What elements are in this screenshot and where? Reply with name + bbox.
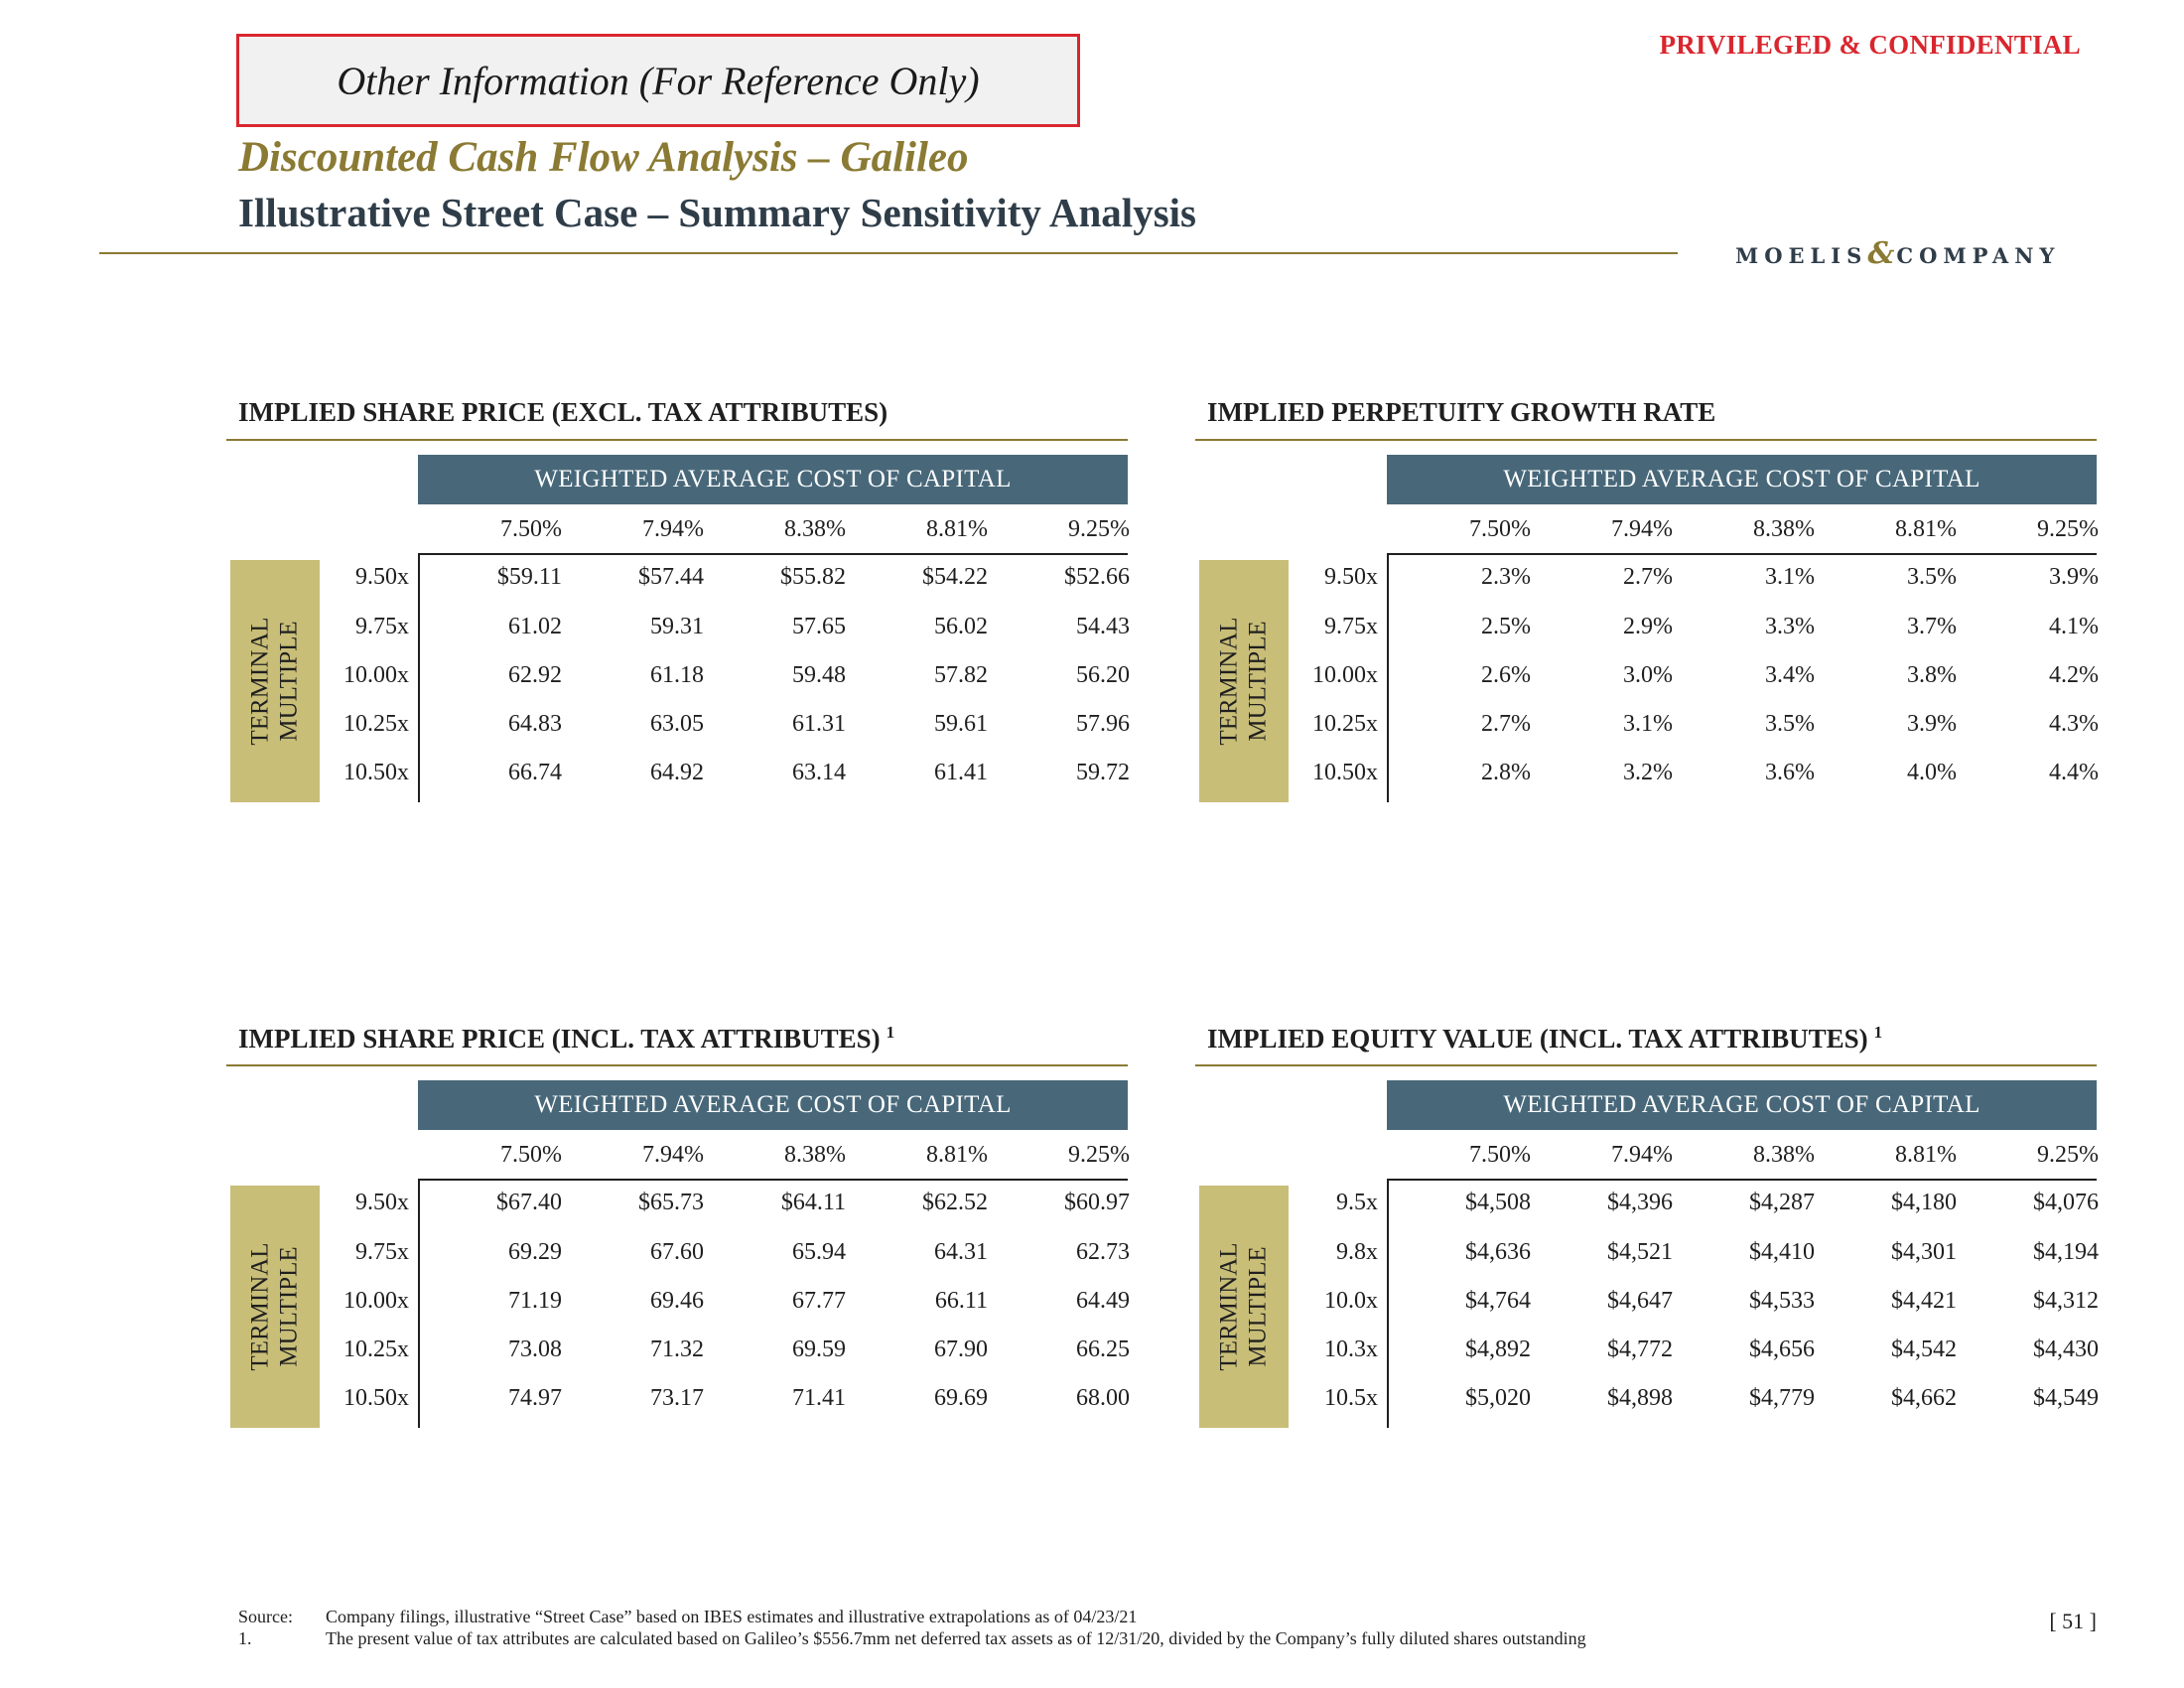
wacc-column-header: 8.81% <box>1895 1142 1957 1168</box>
wacc-column-header: 8.38% <box>784 1142 846 1168</box>
sensitivity-panel-equity-value-incl <box>1195 1023 2097 1440</box>
table-cell: $4,636 <box>1465 1239 1531 1265</box>
table-cell: 3.0% <box>1623 662 1673 688</box>
table-cell: $67.40 <box>496 1190 562 1215</box>
table-cell: 2.3% <box>1481 564 1531 590</box>
terminal-multiple-row-header: 10.0x <box>1324 1288 1378 1314</box>
table-cell: 59.61 <box>934 711 988 737</box>
terminal-multiple-row-header: 10.3x <box>1324 1336 1378 1362</box>
table-cell: 3.7% <box>1907 614 1957 639</box>
multiple-label-line: MULTIPLE <box>1245 621 1272 742</box>
panel-title <box>238 397 887 428</box>
table-cell: $59.11 <box>496 564 562 590</box>
terminal-multiple-row-header: 10.00x <box>1312 662 1378 688</box>
panel-title-divider <box>226 1064 1128 1066</box>
table-cell: 59.72 <box>1076 760 1130 785</box>
table-cell: 62.73 <box>1076 1239 1130 1265</box>
terminal-label-line: TERMINAL <box>247 617 274 746</box>
table-cell: 68.00 <box>1076 1385 1130 1411</box>
table-cell: 3.3% <box>1765 614 1815 639</box>
terminal-multiple-row-header: 9.50x <box>1324 564 1378 590</box>
table-cell: $54.22 <box>922 564 988 590</box>
wacc-column-header: 7.94% <box>642 516 704 542</box>
table-cell: 63.05 <box>650 711 704 737</box>
table-cell: $4,549 <box>2033 1385 2099 1411</box>
wacc-column-header: 7.94% <box>1611 516 1673 542</box>
table-cell: 73.17 <box>650 1385 704 1411</box>
column-header-divider <box>418 1179 1128 1181</box>
wacc-header-bar <box>418 455 1128 504</box>
wacc-column-header: 7.94% <box>1611 1142 1673 1168</box>
wacc-column-header: 8.38% <box>784 516 846 542</box>
table-cell: 3.9% <box>1907 711 1957 737</box>
terminal-multiple-row-header: 9.5x <box>1336 1190 1378 1215</box>
table-cell: 4.0% <box>1907 760 1957 785</box>
multiple-label-line: MULTIPLE <box>276 621 303 742</box>
table-cell: 4.4% <box>2049 760 2099 785</box>
confidential-label: PRIVILEGED & CONFIDENTIAL <box>1659 30 2081 60</box>
table-cell: 61.02 <box>508 614 562 639</box>
table-cell: 3.9% <box>2049 564 2099 590</box>
panel-title <box>238 1023 894 1055</box>
footnote-marker: 1 <box>886 1023 895 1042</box>
logo-right-word: COMPANY <box>1896 243 2061 268</box>
terminal-label-line: TERMINAL <box>1216 1242 1243 1371</box>
footnote-label: 1. <box>238 1628 252 1648</box>
table-cell: $57.44 <box>638 564 704 590</box>
table-cell: 3.1% <box>1623 711 1673 737</box>
table-cell: 3.4% <box>1765 662 1815 688</box>
logo-ampersand: & <box>1867 236 1897 271</box>
terminal-multiple-label <box>1215 617 1273 745</box>
table-cell: 59.31 <box>650 614 704 639</box>
table-cell: 61.18 <box>650 662 704 688</box>
terminal-multiple-row-header: 9.50x <box>355 564 409 590</box>
table-cell: 56.02 <box>934 614 988 639</box>
wacc-header-label: WEIGHTED AVERAGE COST OF CAPITAL <box>534 466 1012 492</box>
terminal-multiple-row-header: 10.50x <box>343 760 409 785</box>
table-cell: $4,892 <box>1465 1336 1531 1362</box>
terminal-multiple-row-header: 10.00x <box>343 662 409 688</box>
wacc-column-header: 8.81% <box>926 516 988 542</box>
table-cell: $4,430 <box>2033 1336 2099 1362</box>
table-cell: $4,656 <box>1749 1336 1815 1362</box>
table-cell: $4,410 <box>1749 1239 1815 1265</box>
table-cell: 65.94 <box>792 1239 846 1265</box>
sensitivity-panel-perpetuity-growth <box>1195 397 2097 814</box>
page-title: Discounted Cash Flow Analysis – Galileo <box>238 134 969 181</box>
source-label: Source: <box>238 1607 293 1626</box>
table-cell: 71.41 <box>792 1385 846 1411</box>
reference-label: Other Information (For Reference Only) <box>337 58 980 103</box>
column-header-divider <box>418 553 1128 555</box>
table-cell: 3.5% <box>1907 564 1957 590</box>
wacc-column-header: 9.25% <box>2037 1142 2099 1168</box>
panel-title-text: IMPLIED SHARE PRICE (EXCL. TAX ATTRIBUTES) <box>238 397 888 427</box>
wacc-column-header: 7.50% <box>1469 1142 1531 1168</box>
terminal-multiple-row-header: 10.25x <box>1312 711 1378 737</box>
table-cell: $4,779 <box>1749 1385 1815 1411</box>
table-cell: 66.25 <box>1076 1336 1130 1362</box>
table-cell: 74.97 <box>508 1385 562 1411</box>
table-cell: 62.92 <box>508 662 562 688</box>
logo-left-word: MOELIS <box>1735 243 1868 268</box>
table-cell: 69.69 <box>934 1385 988 1411</box>
terminal-multiple-label <box>1215 1242 1273 1370</box>
table-cell: $4,301 <box>1891 1239 1957 1265</box>
multiple-label-line: MULTIPLE <box>1245 1246 1272 1367</box>
table-cell: 3.6% <box>1765 760 1815 785</box>
terminal-multiple-label-box <box>230 1186 320 1428</box>
column-header-divider <box>1387 1179 2097 1181</box>
table-cell: $55.82 <box>780 564 846 590</box>
table-cell: 56.20 <box>1076 662 1130 688</box>
wacc-column-header: 7.50% <box>500 516 562 542</box>
table-cell: 2.8% <box>1481 760 1531 785</box>
wacc-header-bar <box>418 1080 1128 1130</box>
table-cell: $4,898 <box>1607 1385 1673 1411</box>
table-cell: 59.48 <box>792 662 846 688</box>
table-cell: 64.83 <box>508 711 562 737</box>
table-cell: 69.29 <box>508 1239 562 1265</box>
wacc-column-header: 8.81% <box>926 1142 988 1168</box>
reference-label-box <box>236 34 1080 127</box>
table-cell: 69.46 <box>650 1288 704 1314</box>
terminal-multiple-row-header: 9.8x <box>1336 1239 1378 1265</box>
panel-title-text: IMPLIED EQUITY VALUE (INCL. TAX ATTRIBUTES) <box>1207 1024 1868 1054</box>
wacc-column-header: 8.38% <box>1753 1142 1815 1168</box>
panel-title-divider <box>1195 1064 2097 1066</box>
footnote-text: The present value of tax attributes are calculated based on Galileo’s $556.7mm net deferred tax assets as of 12/31/20, divided by the Company’s fully diluted shares outstanding <box>326 1628 1586 1648</box>
wacc-header-label: WEIGHTED AVERAGE COST OF CAPITAL <box>1503 1091 1980 1118</box>
table-cell: $4,287 <box>1749 1190 1815 1215</box>
table-cell: 64.92 <box>650 760 704 785</box>
terminal-multiple-label-box <box>1199 560 1289 802</box>
table-cell: $4,662 <box>1891 1385 1957 1411</box>
panel-title-divider <box>1195 439 2097 441</box>
table-cell: $4,647 <box>1607 1288 1673 1314</box>
wacc-column-header: 7.50% <box>1469 516 1531 542</box>
table-cell: 71.19 <box>508 1288 562 1314</box>
table-cell: 2.5% <box>1481 614 1531 639</box>
terminal-label-line: TERMINAL <box>1216 617 1243 746</box>
table-cell: $4,194 <box>2033 1239 2099 1265</box>
table-cell: 2.7% <box>1481 711 1531 737</box>
wacc-header-bar <box>1387 1080 2097 1130</box>
table-cell: 66.11 <box>934 1288 988 1314</box>
table-cell: $4,521 <box>1607 1239 1673 1265</box>
terminal-multiple-row-header: 9.75x <box>355 1239 409 1265</box>
table-cell: 2.7% <box>1623 564 1673 590</box>
wacc-column-header: 7.50% <box>500 1142 562 1168</box>
table-cell: $4,312 <box>2033 1288 2099 1314</box>
table-cell: 64.49 <box>1076 1288 1130 1314</box>
table-cell: $4,076 <box>2033 1190 2099 1215</box>
panel-title-text: IMPLIED PERPETUITY GROWTH RATE <box>1207 397 1716 427</box>
terminal-label-line: TERMINAL <box>247 1242 274 1371</box>
table-cell: 57.96 <box>1076 711 1130 737</box>
table-cell: $60.97 <box>1064 1190 1130 1215</box>
table-cell: $4,180 <box>1891 1190 1957 1215</box>
terminal-multiple-row-header: 10.00x <box>343 1288 409 1314</box>
table-cell: $4,542 <box>1891 1336 1957 1362</box>
panel-title-text: IMPLIED SHARE PRICE (INCL. TAX ATTRIBUTES) <box>238 1024 881 1054</box>
source-text: Company filings, illustrative “Street Case” based on IBES estimates and illustrative extrapolations as of 04/23/21 <box>326 1607 1138 1626</box>
panel-title <box>1207 397 1715 428</box>
wacc-column-header: 8.38% <box>1753 516 1815 542</box>
terminal-multiple-label-box <box>1199 1186 1289 1428</box>
table-cell: 67.90 <box>934 1336 988 1362</box>
page-subtitle: Illustrative Street Case – Summary Sensitivity Analysis <box>238 190 1197 235</box>
table-cell: 73.08 <box>508 1336 562 1362</box>
terminal-multiple-label <box>246 617 304 745</box>
table-cell: 3.8% <box>1907 662 1957 688</box>
wacc-header-label: WEIGHTED AVERAGE COST OF CAPITAL <box>1503 466 1980 492</box>
wacc-column-header: 8.81% <box>1895 516 1957 542</box>
terminal-multiple-row-header: 10.50x <box>343 1385 409 1411</box>
sensitivity-panel-share-price-incl <box>226 1023 1128 1440</box>
table-cell: $64.11 <box>780 1190 846 1215</box>
table-cell: 67.77 <box>792 1288 846 1314</box>
table-cell: $5,020 <box>1465 1385 1531 1411</box>
table-cell: 61.41 <box>934 760 988 785</box>
wacc-column-header: 9.25% <box>1068 1142 1130 1168</box>
table-cell: $4,764 <box>1465 1288 1531 1314</box>
terminal-multiple-row-header: 10.50x <box>1312 760 1378 785</box>
wacc-header-label: WEIGHTED AVERAGE COST OF CAPITAL <box>534 1091 1012 1118</box>
table-cell: 4.2% <box>2049 662 2099 688</box>
table-cell: 64.31 <box>934 1239 988 1265</box>
footnote-marker: 1 <box>1873 1023 1883 1042</box>
table-cell: 63.14 <box>792 760 846 785</box>
terminal-multiple-row-header: 9.75x <box>355 614 409 639</box>
table-cell: 2.6% <box>1481 662 1531 688</box>
panel-title <box>1207 1023 1882 1055</box>
table-cell: $65.73 <box>638 1190 704 1215</box>
table-cell: 54.43 <box>1076 614 1130 639</box>
table-cell: 57.65 <box>792 614 846 639</box>
sensitivity-panel-share-price-excl <box>226 397 1128 814</box>
column-header-divider <box>1387 553 2097 555</box>
terminal-multiple-label <box>246 1242 304 1370</box>
wacc-column-header: 9.25% <box>2037 516 2099 542</box>
terminal-multiple-row-header: 10.5x <box>1324 1385 1378 1411</box>
table-cell: 3.1% <box>1765 564 1815 590</box>
terminal-multiple-row-header: 9.75x <box>1324 614 1378 639</box>
page-number: [ 51 ] <box>2049 1609 2097 1633</box>
table-cell: $4,772 <box>1607 1336 1673 1362</box>
table-cell: $62.52 <box>922 1190 988 1215</box>
table-cell: 61.31 <box>792 711 846 737</box>
table-cell: $52.66 <box>1064 564 1130 590</box>
table-cell: $4,396 <box>1607 1190 1673 1215</box>
table-cell: 4.1% <box>2049 614 2099 639</box>
table-cell: $4,508 <box>1465 1190 1531 1215</box>
wacc-header-bar <box>1387 455 2097 504</box>
table-cell: 57.82 <box>934 662 988 688</box>
table-cell: 67.60 <box>650 1239 704 1265</box>
table-cell: 3.2% <box>1623 760 1673 785</box>
table-cell: 4.3% <box>2049 711 2099 737</box>
company-logo <box>1735 236 2060 271</box>
table-cell: 3.5% <box>1765 711 1815 737</box>
table-cell: $4,421 <box>1891 1288 1957 1314</box>
table-cell: 2.9% <box>1623 614 1673 639</box>
terminal-multiple-row-header: 10.25x <box>343 1336 409 1362</box>
terminal-multiple-row-header: 9.50x <box>355 1190 409 1215</box>
terminal-multiple-row-header: 10.25x <box>343 711 409 737</box>
wacc-column-header: 9.25% <box>1068 516 1130 542</box>
header-divider <box>99 252 1678 254</box>
terminal-multiple-label-box <box>230 560 320 802</box>
multiple-label-line: MULTIPLE <box>276 1246 303 1367</box>
table-cell: 66.74 <box>508 760 562 785</box>
table-cell: 69.59 <box>792 1336 846 1362</box>
table-cell: 71.32 <box>650 1336 704 1362</box>
wacc-column-header: 7.94% <box>642 1142 704 1168</box>
panel-title-divider <box>226 439 1128 441</box>
table-cell: $4,533 <box>1749 1288 1815 1314</box>
